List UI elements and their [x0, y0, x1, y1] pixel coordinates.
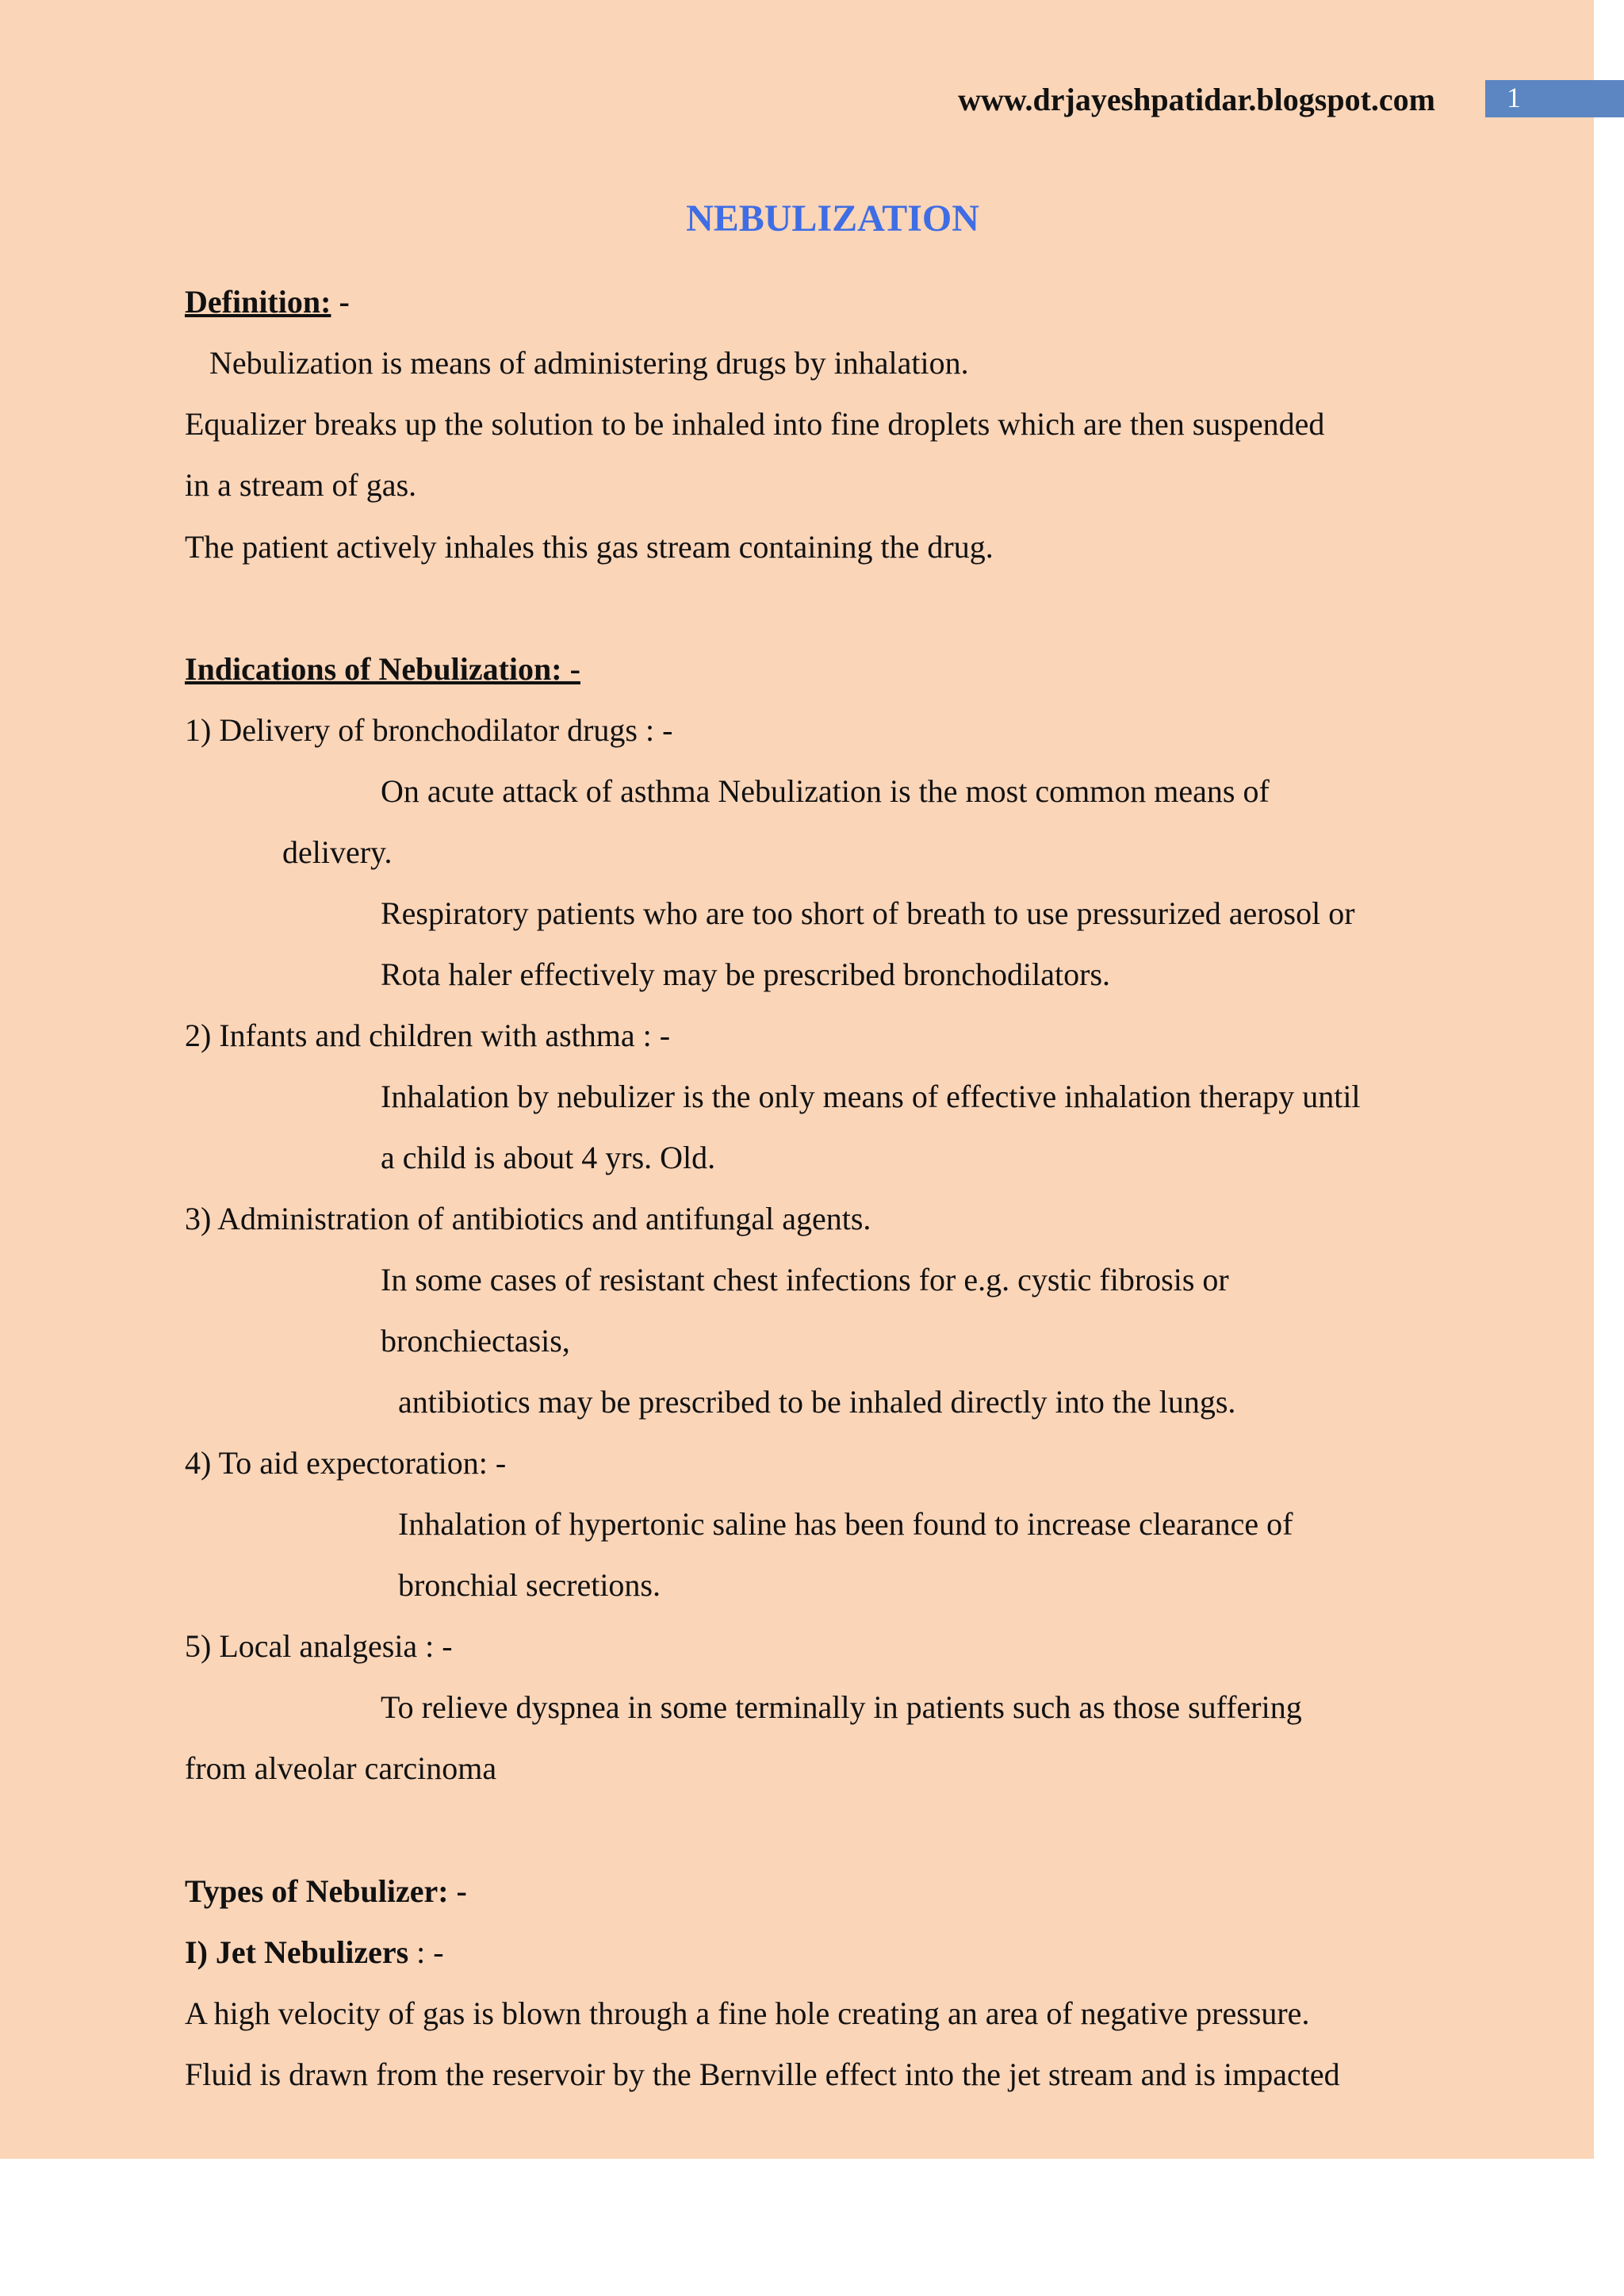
- definition-line: Equalizer breaks up the solution to be inhaled into fine droplets which are then suspended: [185, 406, 1325, 442]
- indication-line: In some cases of resistant chest infections for e.g. cystic fibrosis or: [381, 1262, 1229, 1297]
- page-title: NEBULIZATION: [686, 197, 979, 240]
- definition-heading: Definition:: [185, 284, 331, 320]
- header-url: www.drjayeshpatidar.blogspot.com: [958, 82, 1435, 117]
- definition-line: The patient actively inhales this gas stream containing the drug.: [185, 529, 994, 565]
- indication-label: 3) Administration of antibiotics and antifungal agents.: [185, 1201, 871, 1236]
- types-line: A high velocity of gas is blown through a fine hole creating an area of negative pressure.: [185, 1995, 1310, 2031]
- indication-label: 5) Local analgesia : -: [185, 1628, 453, 1664]
- definition-line: in a stream of gas.: [185, 467, 417, 503]
- indication-label: 2) Infants and children with asthma : -: [185, 1018, 671, 1053]
- indication-line: On acute attack of asthma Nebulization is the most common means of: [381, 773, 1270, 809]
- indications-heading: Indications of Nebulization: -: [185, 651, 580, 687]
- page-number-badge: [1485, 80, 1624, 117]
- jet-heading-line: [185, 1934, 444, 1972]
- indication-line: Inhalation by nebulizer is the only means of effective inhalation therapy until: [381, 1079, 1361, 1114]
- definition-heading-line: [185, 283, 350, 321]
- definition-heading-suffix: -: [331, 284, 350, 320]
- types-line: Fluid is drawn from the reservoir by the Bernville effect into the jet stream and is impacted: [185, 2056, 1340, 2092]
- indication-line: bronchiectasis,: [381, 1323, 570, 1359]
- indication-line: Inhalation of hypertonic saline has been found to increase clearance of: [398, 1506, 1293, 1542]
- indication-line: Rota haler effectively may be prescribed bronchodilators.: [381, 956, 1111, 992]
- indication-line: from alveolar carcinoma: [185, 1750, 497, 1786]
- indication-label: 4) To aid expectoration: -: [185, 1445, 507, 1481]
- types-heading: Types of Nebulizer: -: [185, 1873, 467, 1909]
- indication-line: a child is about 4 yrs. Old.: [381, 1140, 716, 1175]
- indication-line: To relieve dyspnea in some terminally in patients such as those suffering: [381, 1689, 1302, 1725]
- definition-line: Nebulization is means of administering drugs by inhalation.: [209, 345, 969, 381]
- jet-heading: I) Jet Nebulizers: [185, 1934, 409, 1970]
- indication-label: 1) Delivery of bronchodilator drugs : -: [185, 712, 673, 748]
- indication-line: delivery.: [282, 834, 393, 870]
- indication-line: bronchial secretions.: [398, 1567, 661, 1603]
- jet-heading-suffix: : -: [408, 1934, 444, 1970]
- indication-line: Respiratory patients who are too short of breath to use pressurized aerosol or: [381, 895, 1355, 931]
- indication-line: antibiotics may be prescribed to be inhaled directly into the lungs.: [398, 1384, 1236, 1420]
- page-number: 1: [1507, 82, 1521, 113]
